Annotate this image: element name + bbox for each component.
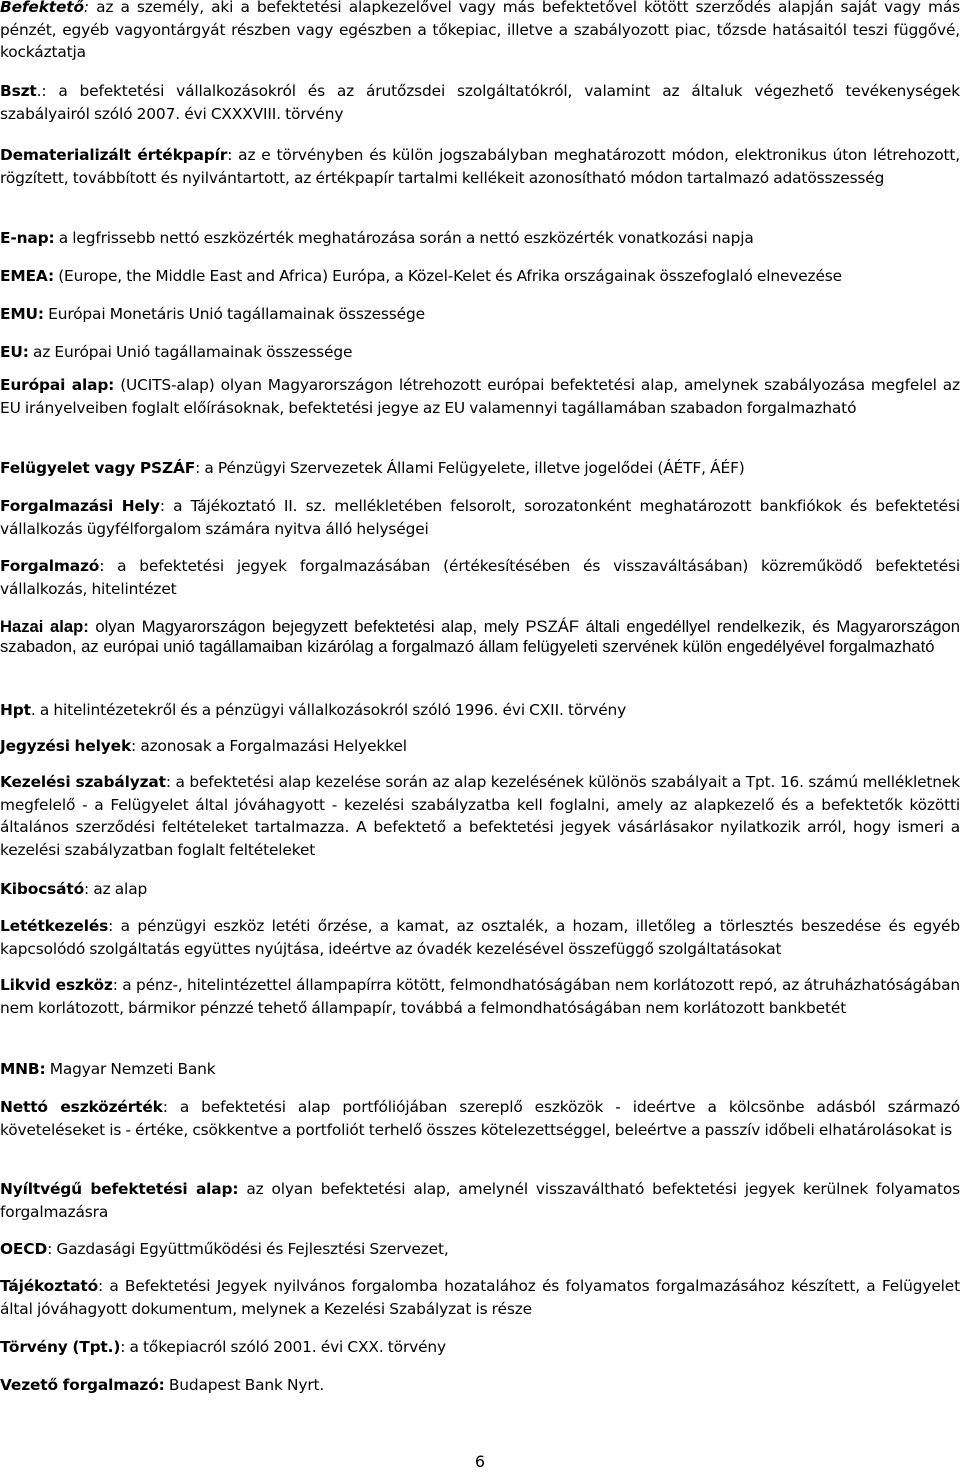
definition-emea bbox=[0, 265, 960, 288]
term-label: Tájékoztató bbox=[0, 1277, 98, 1295]
term-label: EMU: bbox=[0, 305, 44, 323]
term-label: Törvény (Tpt.) bbox=[0, 1338, 121, 1356]
term-separator: : bbox=[131, 737, 141, 755]
term-label: Jegyzési helyek bbox=[0, 737, 132, 755]
definition-text: Magyar Nemzeti Bank bbox=[49, 1060, 216, 1078]
term-label: OECD bbox=[0, 1240, 48, 1258]
term-label: E-nap: bbox=[0, 229, 55, 247]
definition-torveny-tpt bbox=[0, 1336, 960, 1359]
definition-text: (UCITS-alap) olyan Magyarországon létrehozott európai befektetési alap, amelynek szabályozása megfelel az EU irányelveiben foglalt előírásoknak, befektetési jegye az EU valamennyi tagállamában szabadon forgalmazható bbox=[0, 376, 960, 417]
definition-text: azonosak a Forgalmazási Helyekkel bbox=[140, 737, 407, 755]
term-separator: : bbox=[99, 557, 118, 575]
term-label: Letétkezelés bbox=[0, 917, 109, 935]
term-separator: : bbox=[227, 146, 239, 164]
definition-likvid-eszkoz bbox=[0, 974, 960, 1019]
definition-netto-eszkozertek bbox=[0, 1096, 960, 1141]
term-label: Európai alap: bbox=[0, 376, 115, 394]
definition-text: a Tájékoztató II. sz. mellékletében felsorolt, sorozatonként meghatározott bankfiókok és befektetési vállalkozás ügyfélforgalom számára nyitva álló helységei bbox=[0, 497, 960, 538]
definition-europai-alap bbox=[0, 374, 960, 419]
definition-text: a befektetési alap kezelése során az alap kezelésének különös szabályait a Tpt. 16. számú mellékletnek megfelelő - a Felügyelet által jóváhagyott - kezelési szabályzatba kell foglalni, amely az alapkezelő és a befektetők közötti általános szerződési feltételeket tartalmazza. A befektető a befektetési jegyek vásárlásakor nyilatkozik arról, hogy ismeri a kezelési szabályzatban foglalt feltételeket bbox=[0, 773, 960, 859]
definition-text: az olyan befektetési alap, amelynél visszaváltható befektetési jegyek kerülnek folyamatos forgalmazásra bbox=[0, 1180, 960, 1221]
definition-text: a Befektetési Jegyek nyilvános forgalomba hozatalához és folyamatos forgalmazásához készített, a Felügyelet által jóváhagyott dokumentum, melynek a Kezelési Szabályzat is része bbox=[0, 1277, 960, 1318]
term-label: Dematerializált értékpapír bbox=[0, 146, 228, 164]
definition-text: Gazdasági Együttműködési és Fejlesztési Szervezet, bbox=[56, 1240, 449, 1258]
definition-text: a befektetési jegyek forgalmazásában (értékesítésében és visszaváltásában) közreműködő befektetési vállalkozás, hitelintézet bbox=[0, 557, 960, 598]
definition-text: az alap bbox=[93, 880, 148, 898]
definition-vezeto-forgalmazo bbox=[0, 1374, 960, 1397]
definition-text: a befektetési vállalkozásokról és az árutőzsdei szolgáltatókról, valamint az általuk végezhető tevékenységek szabályairól szóló 2007. évi CXXXVIII. törvény bbox=[0, 82, 960, 123]
term-separator: : bbox=[165, 773, 176, 791]
term-separator: : bbox=[159, 497, 174, 515]
term-separator: : bbox=[98, 1277, 110, 1295]
term-label: Forgalmazó bbox=[0, 557, 100, 575]
definition-text: olyan Magyarországon bejegyzett befektetési alap, mely PSZÁF általi engedéllyel rendelkezik, és Magyarországon szabadon, az európai unió tagállamaiban kizárólag a forgalmazó állam felügyeleti szervének külön engedélyével forgalmazható bbox=[0, 617, 960, 656]
term-label: Kibocsátó bbox=[0, 880, 85, 898]
definition-text: a befektetési alap portfóliójában szereplő eszközök - ideértve a kölcsönbe adásból származó követeléseket is - értéke, csökkentve a portfoliót terhelő összes kötelezettséggel, beleértve a passzív időbeli elhatárolásokat is bbox=[0, 1098, 960, 1139]
definition-letetkezeles bbox=[0, 915, 960, 960]
definition-text: az Európai Unió tagállamainak összessége bbox=[32, 343, 353, 361]
term-label: Nettó eszközérték bbox=[0, 1098, 163, 1116]
definition-forgalmazo bbox=[0, 555, 960, 600]
term-label: EU: bbox=[0, 343, 29, 361]
term-label: MNB: bbox=[0, 1060, 46, 1078]
definition-forgalmazasi-hely bbox=[0, 495, 960, 540]
definition-hpt bbox=[0, 699, 960, 722]
definition-nyiltvegu-befektetesi-alap bbox=[0, 1178, 960, 1223]
term-separator: . bbox=[30, 701, 40, 719]
definition-bszt bbox=[0, 80, 960, 125]
term-separator: : bbox=[108, 917, 121, 935]
term-separator: .: bbox=[36, 82, 59, 100]
term-label: Forgalmazási Hely bbox=[0, 497, 160, 515]
term-label: Hazai alap: bbox=[0, 617, 89, 636]
definition-emu bbox=[0, 303, 960, 326]
definition-kezelesi-szabalyzat bbox=[0, 771, 960, 861]
definition-tajekoztato bbox=[0, 1275, 960, 1320]
term-separator: : bbox=[195, 459, 205, 477]
term-label: Hpt bbox=[0, 701, 31, 719]
definition-mnb bbox=[0, 1058, 960, 1081]
definition-jegyzesi-helyek bbox=[0, 735, 960, 758]
term-separator: : bbox=[47, 1240, 57, 1258]
page-number: 6 bbox=[474, 1452, 486, 1471]
definition-felugyelet bbox=[0, 457, 960, 480]
definition-text: a legfrissebb nettó eszközérték meghatározása során a nettó eszközérték vonatkozási napja bbox=[58, 229, 754, 247]
definition-dematerializalt-ertekpapir bbox=[0, 144, 960, 189]
definition-e-nap bbox=[0, 227, 960, 250]
term-separator: : bbox=[112, 976, 123, 994]
term-label: EMEA: bbox=[0, 267, 54, 285]
term-separator: : bbox=[83, 0, 97, 16]
definition-text: Európai Monetáris Unió tagállamainak összessége bbox=[48, 305, 425, 323]
definition-befekteto bbox=[0, 0, 960, 64]
term-label: Nyíltvégű befektetési alap: bbox=[0, 1180, 239, 1198]
definition-text: a pénzügyi eszköz letéti őrzése, a kamat, az osztalék, a hozam, illetőleg a törlesztés beszedése és egyéb kapcsolódó szolgáltatás együttes nyújtása, ideértve az óvadék kezelésével összefüggő szolgáltatásokat bbox=[0, 917, 960, 958]
definition-text: az e törvényben és külön jogszabályban meghatározott módon, elektronikus úton létrehozott, rögzített, továbbított és nyilvántartott, az értékpapír tartalmi kellékeit azonosítható módon tartalmazó adatösszesség bbox=[0, 146, 960, 187]
definition-kibocsato bbox=[0, 878, 960, 901]
definition-text: a pénz-, hitelintézettel állampapírra kötött, felmondhatóságában nem korlátozott repó, az átruházhatóságában nem korlátozott, bármikor pénzzé tehető állampapír, továbbá a felmondhatóságában nem korlátozott bankbetét bbox=[0, 976, 960, 1017]
definition-text: az a személy, aki a befektetési alapkezelővel vagy más befektetővel kötött szerződés alapján saját vagy más pénzét, egyéb vagyontárgyát részben vagy egészben a tőkepiac, illetve a szabályozott piac, tőzsde hatásaitól teszi függővé, kockáztatja bbox=[0, 0, 960, 62]
definition-hazai-alap bbox=[0, 617, 960, 657]
term-separator: : bbox=[84, 880, 94, 898]
definition-text: a Pénzügyi Szervezetek Állami Felügyelete, illetve jogelődei (ÁÉTF, ÁÉF) bbox=[204, 459, 745, 477]
term-label: Likvid eszköz bbox=[0, 976, 113, 994]
definition-text: a tőkepiacról szóló 2001. évi CXX. törvény bbox=[129, 1338, 446, 1356]
term-label: Bszt bbox=[0, 82, 37, 100]
term-separator: : bbox=[162, 1098, 180, 1116]
definition-text: a hitelintézetekről és a pénzügyi vállalkozásokról szóló 1996. évi CXII. törvény bbox=[39, 701, 627, 719]
term-label: Felügyelet vagy PSZÁF bbox=[0, 459, 196, 477]
term-label: Vezető forgalmazó: bbox=[0, 1376, 165, 1394]
term-label: Befektető bbox=[0, 0, 84, 16]
definition-text: Budapest Bank Nyrt. bbox=[168, 1376, 325, 1394]
definition-oecd bbox=[0, 1238, 960, 1261]
definition-text: (Europe, the Middle East and Africa) Európa, a Közel-Kelet és Afrika országainak összefoglaló elnevezése bbox=[58, 267, 842, 285]
definition-eu bbox=[0, 341, 960, 364]
term-label: Kezelési szabályzat bbox=[0, 773, 166, 791]
term-separator: : bbox=[120, 1338, 130, 1356]
